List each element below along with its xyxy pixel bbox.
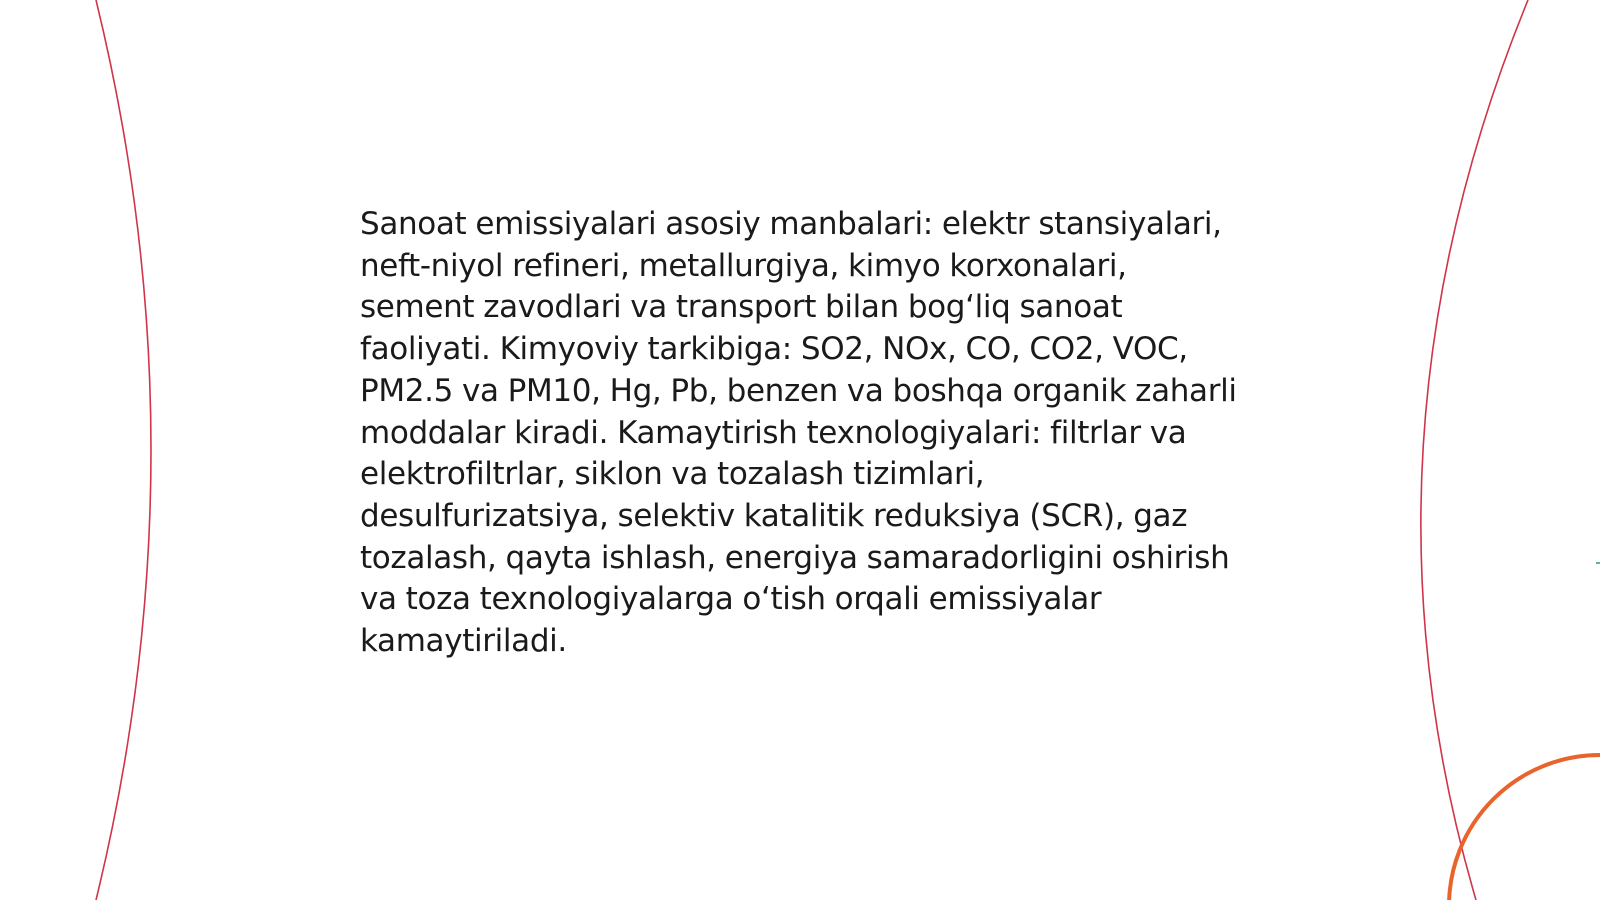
accent-arc <box>1449 755 1600 900</box>
left-curve-line <box>96 0 151 900</box>
right-curve-line <box>1421 0 1528 900</box>
body-text: Sanoat emissiyalari asosiy manbalari: elektr stansiyalari, neft-niyol refineri, metallurgiya, kimyo korxonalari, sement zavodlari va transport bilan bog‘liq sanoat faoliyati. Kimyoviy tarkibiga: SO2, NOx, CO, CO2, VOC, PM2.5 va PM10, Hg, Pb, benzen va boshqa organik zaharli moddalar kiradi. Kamaytirish texnologiyalari: filtrlar va elektrofiltrlar, siklon va tozalash tizimlari, desulfurizatsiya, selektiv katalitik reduksiya (SCR), gaz tozalash, qayta ishlash, energiya samaradorligini oshirish va toza texnologiyalarga o‘tish orqali emissiyalar kamaytiriladi. <box>360 206 1237 660</box>
